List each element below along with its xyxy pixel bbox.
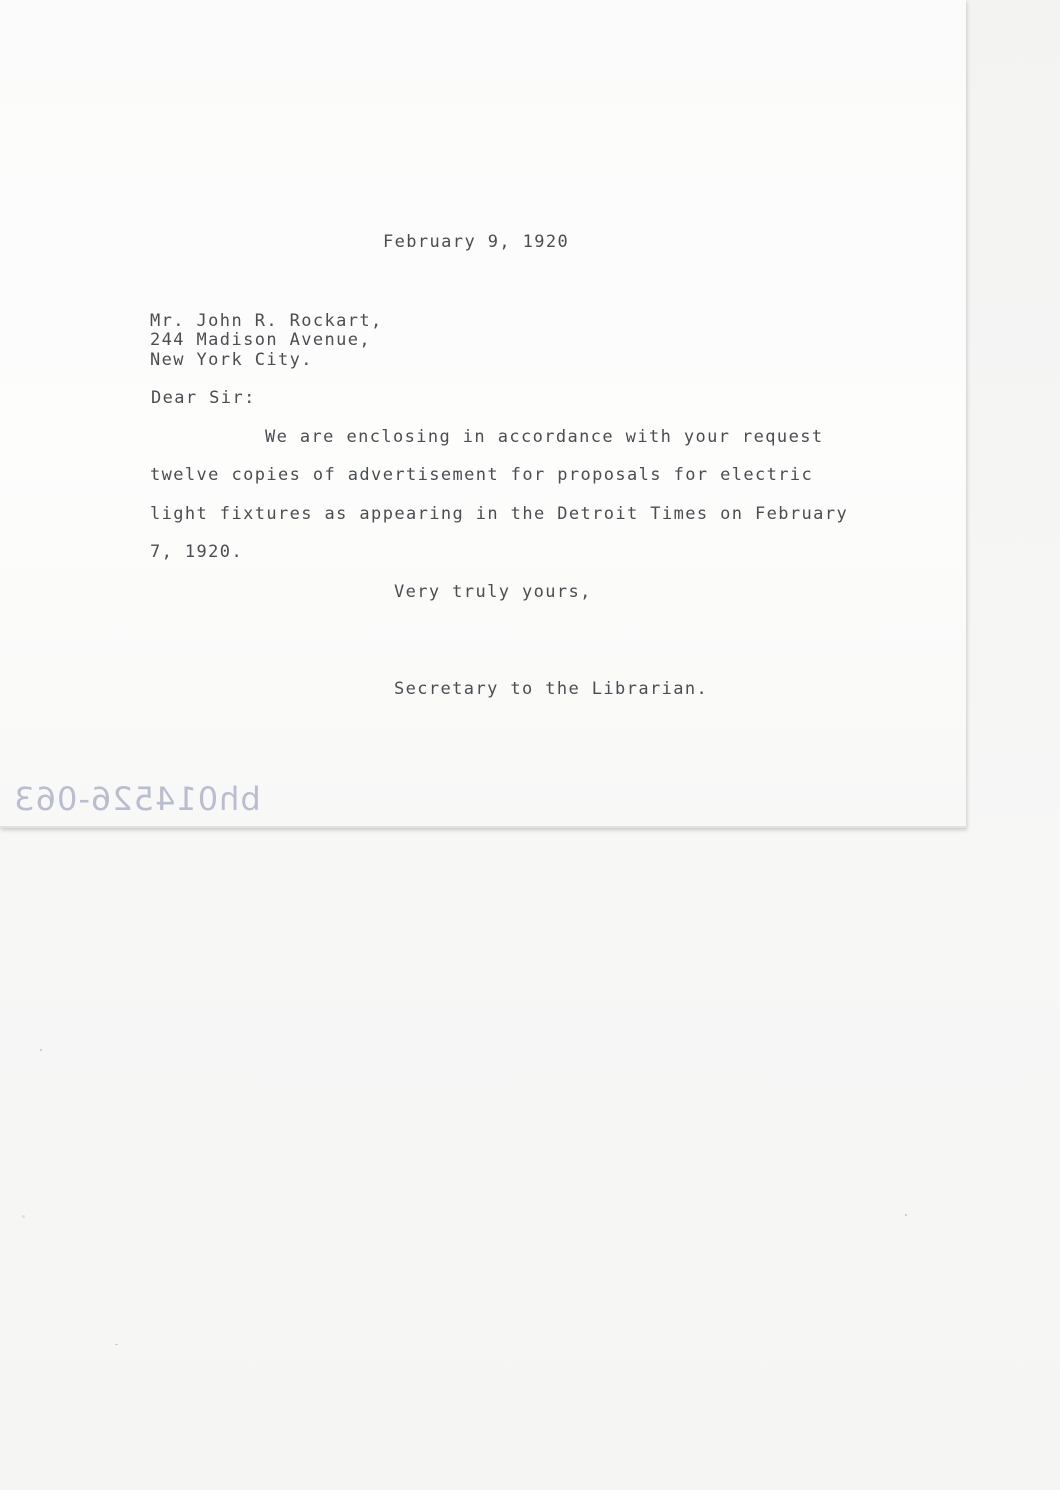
closing: Very truly yours, — [394, 582, 592, 602]
recipient-street: 244 Madison Avenue, — [150, 330, 372, 350]
body-line: We are enclosing in accordance with your request — [265, 427, 824, 447]
recipient-city: New York City. — [150, 350, 313, 370]
dust-speck — [22, 1215, 25, 1218]
recipient-name: Mr. John R. Rockart, — [150, 311, 383, 331]
body-line: light fixtures as appearing in the Detroit Times on February — [150, 504, 849, 524]
dust-speck — [905, 1214, 907, 1216]
archive-stamp-mirrored: bh014526-063 — [13, 780, 261, 818]
salutation: Dear Sir: — [151, 388, 256, 408]
dust-speck — [115, 1344, 118, 1345]
letter-date: February 9, 1920 — [383, 232, 570, 252]
signature-title: Secretary to the Librarian. — [394, 679, 709, 699]
body-line: twelve copies of advertisement for proposals for electric — [150, 465, 814, 485]
body-line: 7, 1920. — [150, 542, 244, 562]
dust-speck — [40, 1049, 42, 1051]
